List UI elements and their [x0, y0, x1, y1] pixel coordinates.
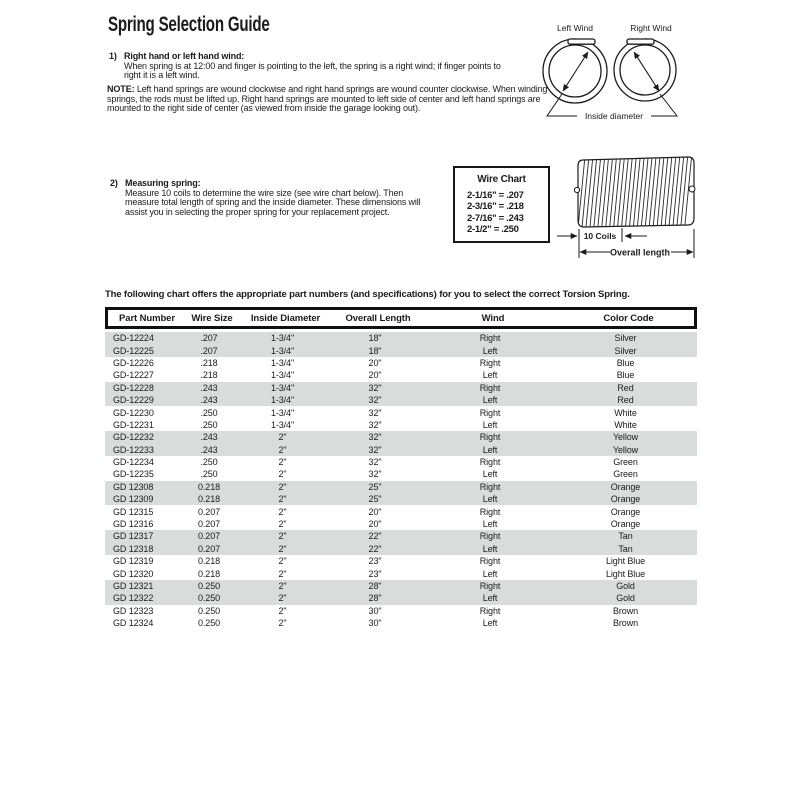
table-cell: .243 [200, 382, 218, 393]
table-cell: .218 [200, 370, 218, 381]
table-cell: Red [617, 395, 634, 406]
table-row [105, 481, 697, 493]
section-2-heading: Measuring spring: [125, 178, 201, 188]
table-cell: 0.207 [197, 531, 221, 542]
section-1-number: 1) [109, 51, 117, 61]
table-row [105, 419, 697, 431]
table-cell: Right [479, 333, 501, 344]
table-cell: 0.250 [197, 605, 221, 616]
table-cell: Left [482, 618, 498, 629]
table-cell: 22" [368, 543, 382, 554]
table-cell: 23" [368, 568, 382, 579]
table-cell: 0.207 [197, 519, 221, 530]
table-cell: 28" [368, 581, 382, 591]
table-cell: 2" [278, 618, 287, 629]
wire-chart-title: Wire Chart [477, 174, 526, 185]
left-wire-end-icon [574, 187, 579, 192]
table-cell: GD-12225 [113, 345, 154, 356]
table-cell: .250 [200, 469, 218, 480]
table-cell: 2" [278, 531, 287, 542]
table-cell: Left [482, 469, 498, 480]
table-cell: 25" [368, 481, 382, 492]
overall-length-label: Overall length [609, 247, 671, 258]
table-cell: GD 12309 [113, 494, 154, 505]
table-cell: 2" [278, 581, 287, 591]
column-header: Overall Length [345, 312, 411, 324]
table-cell: Red [617, 382, 634, 393]
table-cell: 18" [368, 345, 382, 356]
table-cell: .207 [200, 333, 218, 344]
table-cell: 2" [278, 444, 287, 455]
table-cell: GD 12315 [113, 506, 154, 517]
table-row [105, 530, 697, 542]
table-header [105, 307, 697, 329]
table-cell: GD-12229 [113, 395, 154, 406]
table-cell: GD-12226 [113, 357, 154, 368]
table-cell: Right [479, 357, 501, 368]
table-cell: 0.207 [197, 543, 221, 554]
table-cell: Left [482, 494, 498, 505]
table-cell: Right [479, 407, 501, 418]
table-cell: GD 12316 [113, 519, 154, 530]
table-cell: Light Blue [605, 556, 646, 567]
table-cell: 1-3/4" [270, 395, 295, 406]
table-row [105, 580, 697, 592]
table-cell: 2" [278, 494, 287, 505]
table-cell: White [614, 407, 637, 418]
table-cell: .243 [200, 395, 218, 406]
table-cell: GD 12317 [113, 531, 154, 542]
table-cell: 0.218 [197, 481, 221, 492]
table-cell: Gold [616, 593, 635, 604]
table-cell: 2" [278, 469, 287, 480]
table-cell: GD 12318 [113, 543, 154, 554]
table-cell: 30" [368, 605, 382, 616]
table-cell: Orange [610, 481, 641, 492]
left-wind-spring-icon [543, 39, 607, 116]
table-cell: Green [613, 469, 638, 480]
left-wind-label: Left Wind [557, 23, 593, 33]
table-cell: Brown [612, 618, 638, 629]
table-cell: GD-12234 [113, 457, 154, 468]
table-cell: 0.250 [197, 618, 221, 629]
table-cell: Gold [616, 581, 635, 591]
section-2-lines: Measure 10 coils to determine the wire size (see wire chart below). Then measure total length of spring and the inside diameter. These dimensions will assist you in selecting the proper spring for your replacement project. [125, 187, 421, 217]
table-cell: Tan [618, 543, 633, 554]
wire-chart-row: 2-1/16" = .207 [467, 190, 524, 201]
table-cell: Left [482, 370, 498, 381]
section-2-body [125, 179, 420, 217]
section-1-heading: Right hand or left hand wind: [124, 51, 245, 61]
table-cell: Right [479, 556, 501, 567]
table-row [105, 543, 697, 555]
table-cell: 1-3/4" [270, 382, 295, 393]
table-cell: Right [479, 382, 501, 393]
coils-label: 10 Coils [583, 231, 617, 241]
table-cell: Right [479, 581, 501, 591]
table-cell: GD-12228 [113, 382, 154, 393]
table-cell: 32" [368, 432, 382, 443]
table-cell: GD-12227 [113, 370, 154, 381]
table-cell: 0.207 [197, 506, 221, 517]
table-cell: 32" [368, 469, 382, 480]
table-cell: Left [482, 568, 498, 579]
left-inside-diameter-arrow [563, 52, 588, 91]
table-cell: Right [479, 531, 501, 542]
right-wind-spring-icon [614, 39, 677, 116]
table-cell: GD 12320 [113, 568, 154, 579]
table-cell: 2" [278, 432, 287, 443]
table-cell: 30" [368, 618, 382, 629]
table-cell: Tan [618, 531, 633, 542]
table-cell: Silver [614, 345, 637, 356]
table-cell: 32" [368, 382, 382, 393]
inside-diameter-label: Inside diameter [584, 111, 644, 121]
table-cell: 32" [368, 395, 382, 406]
table-body [105, 332, 697, 629]
table-cell: GD-12230 [113, 407, 154, 418]
table-cell: GD-12231 [113, 419, 154, 430]
table-cell: Light Blue [605, 568, 646, 579]
table-cell: 2" [278, 593, 287, 604]
table-cell: 20" [368, 519, 382, 530]
table-cell: 28" [368, 593, 382, 604]
table-cell: GD-12233 [113, 444, 154, 455]
section-1 [109, 52, 501, 81]
table-row [105, 332, 697, 344]
section-1-body [124, 52, 501, 81]
table-cell: GD 12322 [113, 593, 154, 604]
table-row [105, 394, 697, 406]
note-text: Left hand springs are wound clockwise and right hand springs are wound counter clockwise. When winding springs, the rods must be lifted up. Right hand springs are mounted to left side of center and left hand springs are mounted to the right side of center (as viewed from inside the garage looking out). [107, 84, 548, 114]
column-header: Part Number [119, 312, 175, 324]
wind-direction-diagram [535, 14, 700, 130]
table-row [105, 493, 697, 505]
table-cell: 2" [278, 568, 287, 579]
table-cell: Right [479, 432, 501, 443]
table-cell: GD 12323 [113, 605, 154, 616]
table-cell: 1-3/4" [270, 407, 295, 418]
table-cell: 2" [278, 481, 287, 492]
right-leader-line [651, 94, 677, 116]
table-row [105, 382, 697, 394]
wire-chart-rows [467, 190, 548, 236]
table-row [105, 505, 697, 517]
table-cell: Green [613, 457, 638, 468]
table-cell: .218 [200, 357, 218, 368]
table-cell: 32" [368, 444, 382, 455]
table-cell: 1-3/4" [270, 419, 295, 430]
column-header: Inside Diameter [250, 312, 321, 324]
table-intro: The following chart offers the appropriate part numbers (and specifications) for you to select the correct Torsion Spring. [105, 289, 630, 300]
table-cell: Orange [610, 506, 641, 517]
table-cell: 0.250 [197, 581, 221, 591]
table-cell: White [614, 419, 637, 430]
table-cell: Orange [610, 494, 641, 505]
table-cell: .243 [200, 444, 218, 455]
wire-chart-row: 2-7/16" = .243 [467, 212, 524, 224]
table-cell: 2" [278, 556, 287, 567]
table-cell: Blue [616, 370, 635, 381]
table-cell: Right [479, 481, 501, 492]
table-cell: 1-3/4" [270, 357, 295, 368]
table-row [105, 605, 697, 617]
table-cell: 18" [368, 333, 382, 344]
table-cell: GD 12308 [113, 481, 154, 492]
table-cell: 1-3/4" [270, 345, 295, 356]
table-cell: Brown [612, 605, 638, 616]
table-cell: 2" [278, 519, 287, 530]
wire-chart-row: 2-3/16" = .218 [467, 201, 524, 213]
section-1-lines: When spring is at 12:00 and finger is pointing to the left, the spring is a right wind; if finger points to right it is a left wind. [124, 60, 501, 81]
table-cell: Blue [616, 357, 635, 368]
table-cell: Left [482, 444, 498, 455]
table-cell: Yellow [612, 444, 639, 455]
table-row [105, 456, 697, 468]
table-cell: GD-12235 [113, 469, 154, 480]
table-cell: 2" [278, 543, 287, 554]
right-inside-diameter-arrow [634, 52, 659, 91]
table-cell: 20" [368, 370, 382, 381]
table-cell: 25" [368, 494, 382, 505]
table-cell: GD 12321 [113, 581, 154, 591]
table-row [105, 518, 697, 530]
table-cell: 32" [368, 457, 382, 468]
right-wind-label: Right Wind [630, 23, 672, 33]
table-cell: Left [482, 419, 498, 430]
table-cell: Left [482, 593, 498, 604]
table-cell: Right [479, 605, 501, 616]
table-row [105, 592, 697, 604]
table-cell: 22" [368, 531, 382, 542]
table-cell: GD-12232 [113, 432, 154, 443]
table-cell: Silver [614, 333, 637, 344]
table-cell: 2" [278, 506, 287, 517]
table-cell: GD-12224 [113, 333, 154, 344]
table-cell: .250 [200, 457, 218, 468]
table-row [105, 468, 697, 480]
spring-measurement-diagram [552, 148, 702, 263]
note-label: NOTE: [107, 84, 135, 94]
table-cell: GD 12319 [113, 556, 154, 567]
table-cell: 0.218 [197, 556, 221, 567]
table-cell: 0.250 [197, 593, 221, 604]
table-cell: .250 [200, 419, 218, 430]
table-row [105, 406, 697, 418]
column-header: Wire Size [191, 312, 233, 324]
table-cell: GD 12324 [113, 618, 154, 629]
section-2 [110, 179, 420, 217]
page-title: Spring Selection Guide [108, 13, 270, 36]
table-row [105, 444, 697, 456]
table-cell: 20" [368, 506, 382, 517]
table-row [105, 555, 697, 567]
table-cell: 2" [278, 605, 287, 616]
table-row [105, 567, 697, 579]
section-2-number: 2) [110, 178, 118, 188]
table-cell: 20" [368, 357, 382, 368]
table-cell: .250 [200, 407, 218, 418]
table-cell: 23" [368, 556, 382, 567]
wire-chart-row: 2-1/2" = .250 [467, 224, 519, 236]
table-row [105, 369, 697, 381]
table-cell: 1-3/4" [270, 333, 295, 344]
table-cell: 0.218 [197, 568, 221, 579]
table-cell: Left [482, 345, 498, 356]
table-cell: 0.218 [197, 494, 221, 505]
table-row [105, 344, 697, 356]
table-cell: 32" [368, 419, 382, 430]
table-cell: 2" [278, 457, 287, 468]
table-cell: Right [479, 506, 501, 517]
table-cell: 1-3/4" [270, 370, 295, 381]
table-cell: Right [479, 457, 501, 468]
parts-table [105, 307, 697, 629]
column-header: Color Code [603, 312, 654, 324]
table-cell: 32" [368, 407, 382, 418]
table-cell: Orange [610, 519, 641, 530]
table-cell: Left [482, 543, 498, 554]
table-row [105, 617, 697, 629]
table-cell: .207 [200, 345, 218, 356]
table-cell: Left [482, 519, 498, 530]
table-cell: Left [482, 395, 498, 406]
note [107, 85, 547, 114]
table-cell: Yellow [612, 432, 639, 443]
table-cell: .243 [200, 432, 218, 443]
table-row [105, 431, 697, 443]
column-header: Wind [481, 312, 505, 324]
wire-chart-box [453, 166, 550, 243]
right-wire-end-icon [689, 186, 695, 192]
table-row [105, 357, 697, 369]
